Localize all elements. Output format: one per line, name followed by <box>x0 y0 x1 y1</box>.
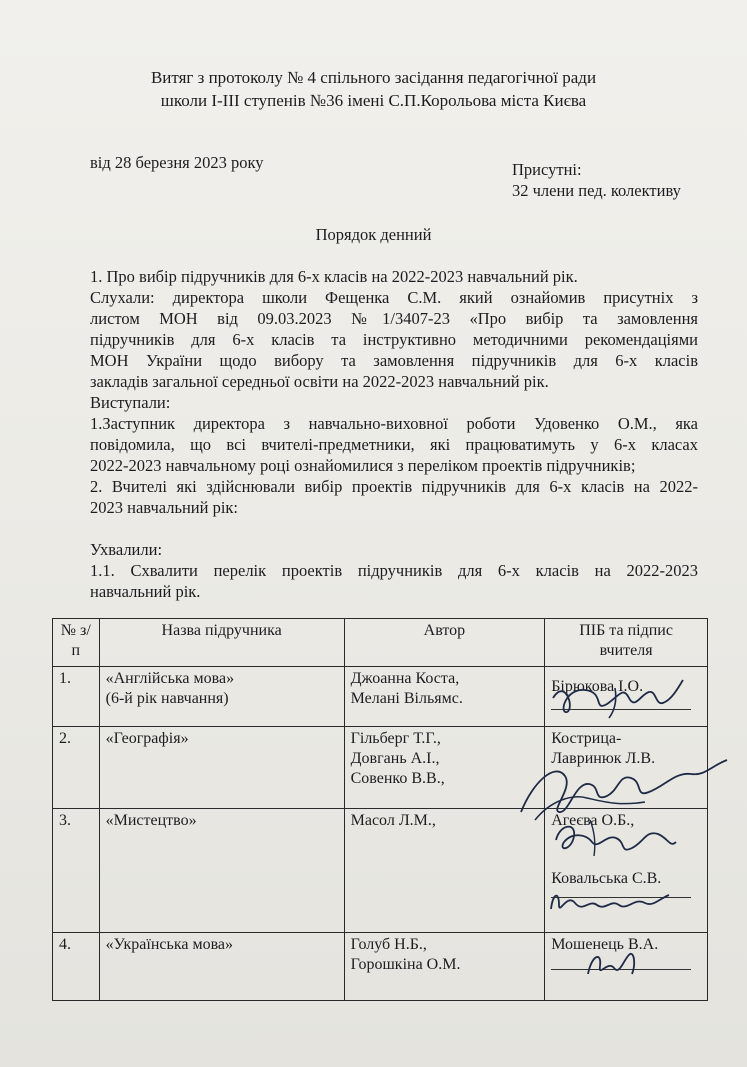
title-line: «Географія» <box>105 730 189 747</box>
author-line: Масол Л.М., <box>350 812 436 829</box>
teacher-name: Кострица-Лавринюк Л.В. <box>551 730 656 767</box>
teacher-name: Ковальська С.В. <box>551 870 662 887</box>
spoke-line-last: 2022-2023 навчальному році ознайомилися з переліком проектів підручників; <box>90 456 636 475</box>
author-line: Совенко В.В., <box>350 770 445 787</box>
header-title: Назва підручника <box>99 619 344 667</box>
row-teacher <box>545 933 708 1001</box>
row-title <box>99 933 344 1001</box>
signature-line <box>551 969 691 970</box>
row-num: 2. <box>53 727 100 809</box>
author-line: Мелані Вільямс. <box>350 690 463 707</box>
resolved-line: 1.1. Схвалити перелік проектів підручників для 6-х класів на 2022-2023 <box>90 561 698 580</box>
table-row <box>53 809 708 933</box>
teacher-name: Бірюкова І.О. <box>551 678 644 695</box>
document-title-line-1: Витяг з протоколу № 4 спільного засідання педагогічної ради <box>150 68 597 87</box>
table-header-row <box>53 619 708 667</box>
heard-line: Слухали: директора школи Фещенка С.М. який ознайомив присутніх з <box>90 288 698 307</box>
agenda-body <box>90 266 698 602</box>
row-title <box>99 727 344 809</box>
row-teacher <box>545 727 708 809</box>
header-teacher: ПІБ та підпис вчителя <box>545 619 708 667</box>
signature-line <box>551 709 691 710</box>
title-line: «Англійська мова» <box>105 670 235 687</box>
agenda-title: Порядок денний <box>315 225 432 244</box>
agenda-item-1: 1. Про вибір підручників для 6-х класів на 2022-2023 навчальний рік. <box>90 267 578 286</box>
row-title <box>99 809 344 933</box>
row-teacher <box>545 809 708 933</box>
row-author <box>344 933 545 1001</box>
spoke-2-line: 2. Вчителі які здійснювали вибір проектів підручників для 6-х класів на 2022- <box>90 477 698 496</box>
resolved-line-last: навчальний рік. <box>90 582 201 601</box>
heard-line: МОН України щодо вибору та замовлення підручників для 6-х класів <box>90 351 698 370</box>
blank-line <box>90 518 698 539</box>
row-teacher <box>545 667 708 727</box>
heard-line: листом МОН від 09.03.2023 №1/3407-23 «Про вибір та замовлення <box>90 309 698 328</box>
signature-line <box>551 897 691 898</box>
author-line: Довгань А.І., <box>350 750 440 767</box>
table-row <box>53 667 708 727</box>
teacher-name: Мошенець В.А. <box>551 936 659 953</box>
table-row <box>53 933 708 1001</box>
row-title <box>99 667 344 727</box>
title-line: «Мистецтво» <box>105 812 197 829</box>
document-title-line-2: школи І-ІІІ ступенів №36 імені С.П.Корольова міста Києва <box>160 91 587 110</box>
table-row <box>53 727 708 809</box>
title-line: «Українська мова» <box>105 936 234 953</box>
spoke-label: Виступали: <box>90 393 171 412</box>
spoke-line: повідомила, що всі вчителі-предметники, які працюватимуть у 6-х класах <box>90 435 698 454</box>
spoke-2-line-last: 2023 навчальний рік: <box>90 498 239 517</box>
teacher-name: Агеєва О.Б., <box>551 812 635 829</box>
heard-line: підручників для 6-х класів та інструктивно методичними рекомендаціями <box>90 330 698 349</box>
author-line: Джоанна Коста, <box>350 670 460 687</box>
row-author <box>344 809 545 933</box>
present-label: Присутні: <box>512 160 582 179</box>
header-num: № з/п <box>53 619 100 667</box>
author-line: Горошкіна О.М. <box>350 956 461 973</box>
row-author <box>344 727 545 809</box>
row-num: 3. <box>53 809 100 933</box>
author-line: Голуб Н.Б., <box>350 936 427 953</box>
author-line: Гільберг Т.Г., <box>350 730 441 747</box>
heard-line-last: закладів загальної середньої освіти на 2022-2023 навчальний рік. <box>90 372 549 391</box>
textbook-table <box>52 618 708 1001</box>
header-author: Автор <box>344 619 545 667</box>
present-count: 32 члени пед. колективу <box>512 181 681 200</box>
title-line: (6-й рік навчання) <box>105 690 229 707</box>
spoke-line: 1.Заступник директора з навчально-виховної роботи Удовенко О.М., яка <box>90 414 698 433</box>
row-num: 1. <box>53 667 100 727</box>
row-num: 4. <box>53 933 100 1001</box>
meeting-date: від 28 березня 2023 року <box>90 153 264 172</box>
row-author <box>344 667 545 727</box>
resolved-label: Ухвалили: <box>90 540 163 559</box>
